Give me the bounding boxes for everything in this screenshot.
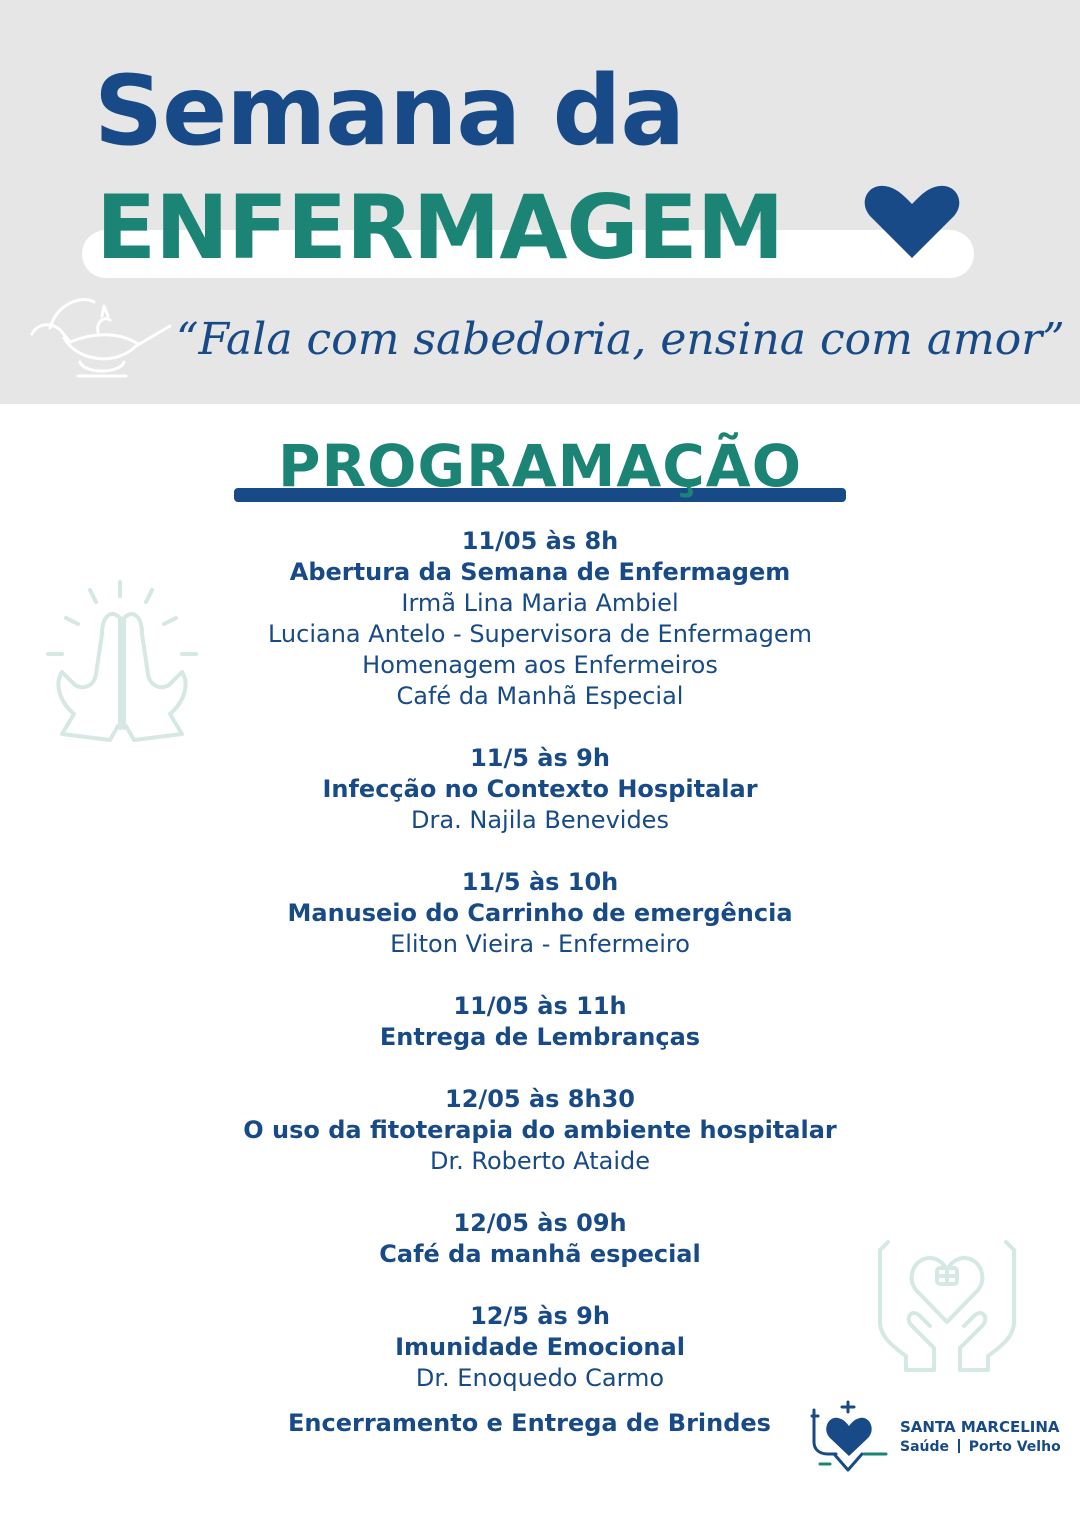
event-title: Entrega de Lembranças (379, 1023, 701, 1051)
event-detail: Luciana Antelo - Supervisora de Enfermagem (267, 620, 813, 648)
event-detail: Café da Manhã Especial (396, 682, 684, 710)
event-title: Imunidade Emocional (395, 1333, 685, 1361)
event-detail: Eliton Vieira - Enfermeiro (390, 930, 690, 958)
event-4 (0, 991, 1080, 1053)
logo-sub-right: Porto Velho (968, 1439, 1061, 1455)
event-5 (0, 1084, 1080, 1177)
santa-marcelina-logo (808, 1398, 1068, 1476)
closing-line: Encerramento e Entrega de Brindes (288, 1409, 771, 1437)
event-title: Abertura da Semana de Enfermagem (289, 558, 791, 586)
event-detail: Dr. Roberto Ataide (429, 1147, 651, 1175)
event-7 (0, 1301, 1080, 1394)
logo-subtitle (900, 1438, 1061, 1456)
section-title: PROGRAMAÇÃO (278, 432, 802, 500)
event-3 (0, 867, 1080, 960)
oil-lamp-icon (24, 292, 176, 384)
event-detail: Dr. Enoquedo Carmo (415, 1364, 665, 1392)
title-line-1: Semana da (94, 55, 685, 167)
event-detail: Dra. Najila Benevides (411, 806, 669, 834)
event-time: 11/05 às 11h (453, 992, 627, 1020)
event-detail: Irmã Lina Maria Ambiel (401, 589, 679, 617)
heart-icon (862, 182, 962, 262)
event-title: Manuseio do Carrinho de emergência (287, 899, 793, 927)
logo-name: SANTA MARCELINA (900, 1418, 1060, 1436)
event-title: Café da manhã especial (379, 1240, 701, 1268)
tagline: “Fala com sabedoria, ensina com amor” (176, 314, 1065, 365)
logo-divider (958, 1439, 960, 1453)
title-line-2: ENFERMAGEM (96, 176, 784, 279)
schedule (0, 526, 1080, 1425)
event-time: 12/05 às 8h30 (445, 1085, 635, 1113)
logo-sub-left: Saúde (900, 1439, 950, 1455)
event-6 (0, 1208, 1080, 1270)
event-time: 11/5 às 9h (470, 744, 610, 772)
event-title: O uso da fitoterapia do ambiente hospitalar (243, 1116, 837, 1144)
santa-marcelina-logo-icon (808, 1398, 890, 1476)
event-1 (0, 526, 1080, 712)
event-time: 12/5 às 9h (470, 1302, 610, 1330)
event-title: Infecção no Contexto Hospitalar (322, 775, 758, 803)
event-time: 11/5 às 10h (461, 868, 619, 896)
event-detail: Homenagem aos Enfermeiros (362, 651, 718, 679)
event-2 (0, 743, 1080, 836)
event-time: 11/05 às 8h (461, 527, 619, 555)
event-time: 12/05 às 09h (453, 1209, 627, 1237)
